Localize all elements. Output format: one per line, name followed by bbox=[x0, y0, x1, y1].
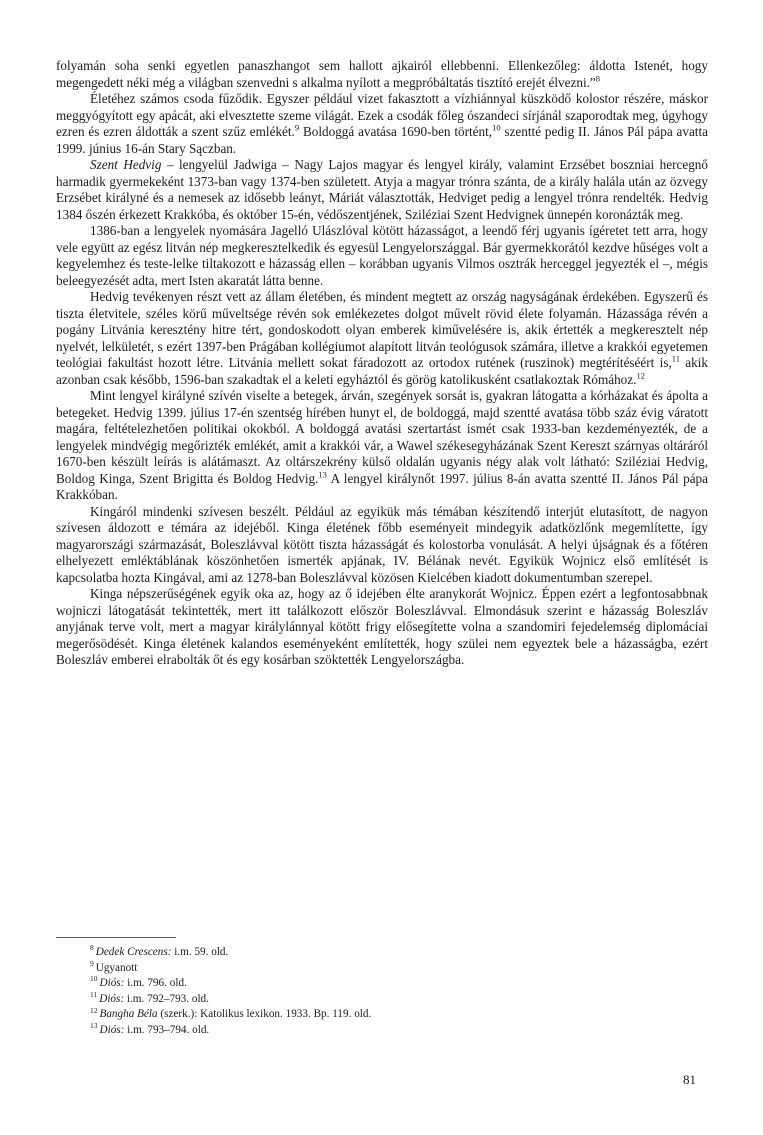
text-run: folyamán soha senki egyetlen panaszhangot sem hallott ajkairól ellebbenni. Ellenkezőleg: áldotta Istenét, hogy megengedett néki még a világban szenvedni s alkalma nyílott a megpróbáltatás tisztító erejét élvezni.” bbox=[56, 58, 708, 90]
page-body bbox=[56, 58, 708, 669]
text-run: – lengyelül Jadwiga – Nagy Lajos magyar és lengyel király, valamint Erzsébet boszniai hercegnő harmadik gyermekeként 1373-ban vagy 1374-ben született. Atyja a magyar trónra szánta, de a király halála után az özvegy Erzsébet királyné és a nemesek az idősebb leányt, Máriát választották, Hedviget pedig a lengyel trónra rendelték. Hedvig 1384 őszén érkezett Krakkóba, és október 15-én, védőszentjének, Sziléziai Szent Hedvignek ünnepén koronázták meg. bbox=[56, 157, 708, 222]
footnote-item bbox=[90, 958, 590, 977]
footnote-number: 9 bbox=[90, 958, 94, 968]
footnote-ref: 10 bbox=[492, 122, 501, 133]
footnote-source: Diós: bbox=[99, 1023, 125, 1036]
footnote-ref: 12 bbox=[636, 370, 645, 381]
page-number: 81 bbox=[683, 1072, 696, 1087]
footnote-source: Bangha Béla bbox=[99, 1008, 158, 1021]
paragraph-p8 bbox=[56, 586, 708, 669]
footnote-item bbox=[90, 1023, 590, 1039]
footnote-text: (szerk.): Katolikus lexikon. 1933. Bp. 119. old. bbox=[157, 1008, 372, 1021]
footnote-ref: 8 bbox=[595, 73, 601, 84]
paragraph-p5 bbox=[56, 289, 708, 388]
footnote-separator bbox=[56, 937, 176, 938]
footnote-item bbox=[90, 945, 590, 961]
paragraph-p1 bbox=[56, 58, 708, 91]
footnote-text: i.m. 796. old. bbox=[124, 977, 187, 990]
footnote-text: i.m. 792–793. old. bbox=[124, 992, 209, 1005]
footnote-ref: 9 bbox=[294, 122, 300, 133]
text-run: Hedvig tevékenyen részt vett az állam életében, és mindent megtett az ország nagyságának érdekében. Egyszerű és tiszta életvitele, széles körű műveltsége révén sok emlékezetes dolgot művelt rövid élete folyamán. Házassága révén a pogány Litvánia keresztény hitre tért, gondoskodott olyan emberek kiművelésére is, akik értették a megkeresztelt nép nyelvét, lelkületét, s ezért 1397-ben Prágában kollégiumot alapított litván teológusok számára, illetve a krakkói egyetemen teológiai fakultást hozott létre. Litvánia mellett sokat fáradozott az ortodox rutének (ruszinok) megtérítéséért is, bbox=[56, 289, 708, 370]
footnote-text: i.m. 59. old. bbox=[171, 946, 229, 958]
footnote-ref: 13 bbox=[318, 469, 327, 480]
footnote-source: Diós: bbox=[99, 977, 125, 990]
paragraph-p2 bbox=[56, 91, 708, 157]
footnote-ref: 11 bbox=[671, 353, 680, 364]
footnote-source: Dedek Crescens: bbox=[95, 946, 172, 958]
paragraph-p4 bbox=[56, 223, 708, 289]
footnote-text: i.m. 793–794. old. bbox=[124, 1023, 210, 1036]
text-run: Életéhez számos csoda fűződik. Egyszer például vizet fakasztott a vízhiánnyal küszködő kolostor részére, máskor meggyógyított egy apácát, aki elvesztette szeme világát. Ezek a csodák főleg ószandeci sírjánál szaporodtak meg, úgyhogy ezren és ezren áldották a szent szűz emlékét. bbox=[56, 91, 708, 139]
footnote-number: 11 bbox=[90, 990, 98, 1000]
text-run: Boldoggá avatása 1690-ben történt, bbox=[299, 124, 493, 139]
main-text bbox=[56, 58, 708, 669]
text-run: Kinga népszerűségének egyik oka az, hogy az ő idejében élte aranykorát Wojnicz. Éppen ezért a legfontosabbnak wojniczi látogatását tekintették, mert itt találkozott először Boleszlávval. Elmondásuk szerint e házasság Boleszláv anyjának terve volt, mert a magyar királylánnyal kötött frigy elősegítette volna a szandomiri fejedelemség diplomáciai megerősödését. Kinga életének kalandos eseményeként említették, hogy szülei nem egyeztek bele a házasságba, ezért Boleszláv emberei elrabolták őt és egy kosárban szöktették Lengyelországba. bbox=[56, 586, 708, 667]
paragraph-p6 bbox=[56, 388, 708, 504]
text-run: akik azonban csak később, 1596-ban szakadtak el a keleti egyháztól és görög katolikusként csatlakoztak Rómához. bbox=[56, 355, 708, 387]
footnote-item bbox=[90, 992, 590, 1008]
footnote-number: 12 bbox=[90, 1005, 98, 1015]
footnotes bbox=[90, 945, 590, 1039]
footnote-item bbox=[90, 1007, 590, 1023]
footnote-number: 8 bbox=[90, 943, 94, 953]
footnote-number: 10 bbox=[90, 974, 98, 984]
text-run: Kingáról mindenki szívesen beszélt. Például az egyikük más témában készítendő interjút elutasított, de nagyon szívesen áldozott e témára az idejéből. Kinga életének főbb eseményeit mindegyik adatközlőnk megemlítette, így magyarországi származását, Boleszlávval kötött tiszta házasságát és kolostorba vonulását. A helyi újságnak és a főtéren elhelyezett emléktáblának köszönhetően ismerték apjának, IV. Bélának nevét. Egyikük Wojnicz első említését is kapcsolatba hozta Kingával, ami az 1278-ban Boleszlávval közösen Kielcében kiadott dokumentumban szerepel. bbox=[56, 503, 708, 585]
footnote-number: 13 bbox=[90, 1021, 98, 1031]
paragraph-p3 bbox=[56, 157, 708, 223]
text-run: A lengyel királynőt 1997. július 8-án avatta szentté II. János Pál pápa Krakkóban. bbox=[56, 470, 709, 502]
text-run: 1386-ban a lengyelek nyomására Jagelló Ulászlóval kötött házasságot, a leendő férj ugyanis ígéretet tett arra, hogy vele együtt az egész litván nép megkeresztelkedik és egyesül Lengyelországgal. Bár gyermekkorától kezdve hűséges volt a kegyelemhez és teste-lelke tiltakozott e házasság ellen – korábban ugyanis Vilmos osztrák herceggel jegyezték el –, mégis beleegyezését adta, mert Isten akaratát látta benne. bbox=[56, 223, 708, 288]
footnote-source: Diós: bbox=[99, 992, 125, 1005]
text-run: szentté pedig II. János Pál pápa avatta 1999. június 16-án Stary Sączban. bbox=[56, 124, 708, 156]
footnote-text: Ugyanott bbox=[95, 961, 138, 974]
italic-run: Szent Hedvig bbox=[90, 157, 162, 172]
text-run: Mint lengyel királyné szívén viselte a betegek, árván, szegények sorsát is, gyakran látogatta a kórházakat és ápolta a betegeket. Hedvig 1399. július 17-én szentség hírében hunyt el, de boldoggá, majd szentté avatása több száz évig váratott magára, feltételezhetően politikai okokból. A boldoggá avatási szertartást ismét csak 1933-ban kezdeményezték, de a lengyelek mindvégig megőrizték emlékét, amit a krakkói vár, a Wawel székesegyházának Szent Kereszt szárnyas oltáráról 1670-ben készült leírás is alátámaszt. Az oltárszekrény külső oldalán ugyanis négy alak volt látható: Sziléziai Hedvig, Boldog Kinga, Szent Brigitta és Boldog Hedvig. bbox=[56, 388, 708, 486]
footnote-item bbox=[90, 976, 590, 992]
paragraph-p7 bbox=[56, 504, 708, 587]
